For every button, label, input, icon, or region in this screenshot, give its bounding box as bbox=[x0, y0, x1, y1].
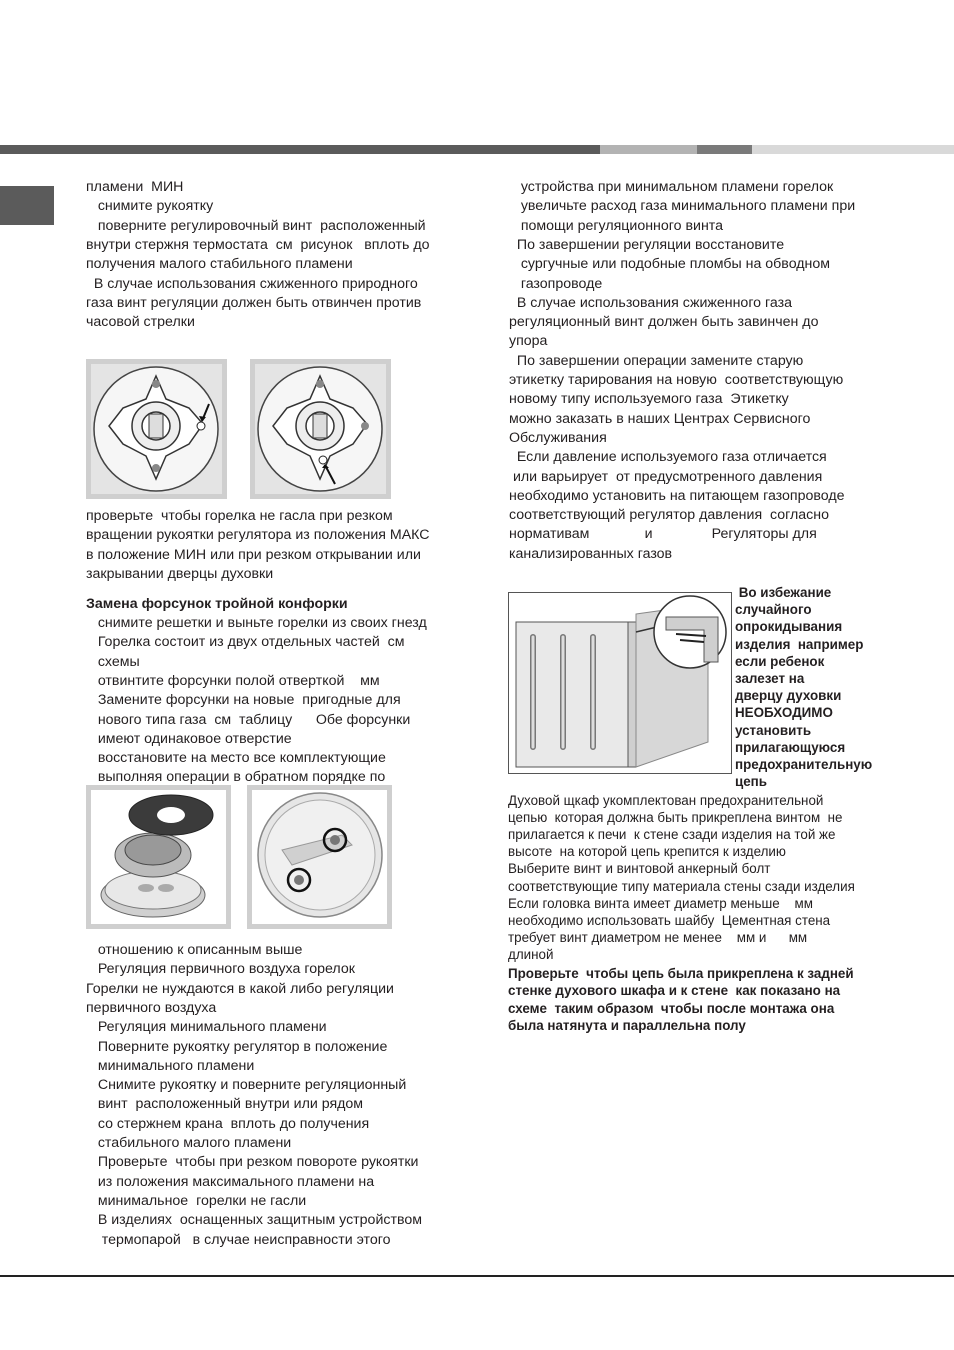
col1-bottom-line: стабильного малого пламени bbox=[86, 1135, 292, 1151]
col2-top-line: Если давление используемого газа отличается bbox=[509, 449, 827, 466]
header-bar-dark bbox=[0, 145, 600, 154]
col1-bottom-line: со стержнем крана вплоть до получения bbox=[86, 1115, 370, 1132]
warning-line: залезет на bbox=[735, 671, 805, 686]
col2-top-line: В случае использования сжиженного газа bbox=[509, 294, 793, 311]
col2-top-line: новому типу используемого газа Этикетку bbox=[509, 391, 789, 408]
col2-small-line: Если головка винта имеет диаметр меньше мм bbox=[508, 895, 813, 911]
col1-top-line: пламени МИН bbox=[86, 179, 184, 195]
col1-list-line: имеют одинаковое отверстие bbox=[86, 730, 292, 747]
header-bar-grey bbox=[697, 145, 752, 154]
col2-bold-line: схеме таким образом чтобы после монтажа она bbox=[508, 1000, 835, 1016]
col1-bottom-line: минимального пламени bbox=[86, 1057, 255, 1074]
col1-list-line: отвинтите форсунки полой отверткой мм bbox=[86, 672, 380, 689]
col1-list-line: Замените форсунки на новые пригодные для bbox=[86, 692, 401, 709]
col1-list-line: Горелка состоит из двух отдельных частей см bbox=[86, 634, 405, 651]
warning-line: дверцу духовки bbox=[735, 688, 842, 704]
col1-bottom-line: В изделиях оснащенных защитным устройством bbox=[86, 1212, 422, 1229]
thermostat-figure-1 bbox=[86, 359, 227, 499]
col1-bottom-line: первичного воздуха bbox=[86, 999, 217, 1016]
col2-bold-line: Проверьте чтобы цепь была прикреплена к задней bbox=[508, 966, 854, 981]
footer-rule bbox=[0, 1275, 954, 1277]
col1-list-line: схемы bbox=[86, 653, 140, 670]
col2-top-line: помощи регуляционного винта bbox=[509, 217, 724, 234]
col1-list-line: нового типа газа см таблицу Обе форсунки bbox=[86, 711, 411, 728]
warning-line: опрокидывания bbox=[735, 619, 843, 635]
col2-top-line: По завершении операции замените старую bbox=[509, 352, 804, 369]
col2-bold-line: была натянута и параллельна полу bbox=[508, 1017, 746, 1033]
col1-mid-line: в положение МИН или при резком открывании или bbox=[86, 546, 421, 563]
col2-small-line: требует винт диаметром не менее мм и мм bbox=[508, 929, 808, 945]
col2-top-line: Обслуживания bbox=[509, 429, 607, 446]
warning-line: Во избежание bbox=[735, 585, 832, 600]
col1-top-line: поверните регулировочный винт расположенный bbox=[86, 217, 426, 234]
col2-top-line: устройства при минимальном пламени горелок bbox=[509, 179, 834, 195]
col2-small-line: соответствующие типу материала стены сзади изделия bbox=[508, 878, 855, 894]
warning-line: если ребенок bbox=[735, 653, 825, 669]
warning-line: установить bbox=[735, 722, 812, 738]
warning-line: изделия например bbox=[735, 636, 864, 652]
warning-line: случайного bbox=[735, 602, 812, 618]
oven-chain-figure bbox=[508, 592, 732, 774]
col1-bottom-line: Регуляция минимального пламени bbox=[86, 1019, 327, 1036]
col1-top-line: получения малого стабильного пламени bbox=[86, 256, 353, 273]
col1-top-line: газа винт регуляции должен быть отвинчен против bbox=[86, 294, 422, 311]
col2-small-line: необходимо использовать шайбу Цементная стена bbox=[508, 912, 831, 928]
warning-line: прилагающуюся bbox=[735, 739, 846, 755]
col2-small-line: длиной bbox=[508, 946, 554, 962]
col1-bottom-line: из положения максимального пламени на bbox=[86, 1173, 375, 1190]
col2-bold-line: стенке духового шкафа и к стене как показано на bbox=[508, 983, 841, 999]
burner-parts-figure bbox=[86, 785, 231, 929]
col1-bottom-line: отношению к описанным выше bbox=[86, 942, 303, 958]
col1-mid-line: закрывании дверцы духовки bbox=[86, 565, 274, 582]
section-heading: Замена форсунок тройной конфорки bbox=[86, 596, 348, 612]
col1-bottom-line: термопарой в случае неисправности этого bbox=[86, 1231, 391, 1248]
col1-top-line: В случае использования сжиженного природного bbox=[86, 275, 418, 292]
col2-top-line: нормативам и Регуляторы для bbox=[509, 526, 817, 543]
warning-line: цепь bbox=[735, 774, 767, 790]
header-bar-light bbox=[752, 145, 954, 154]
header-bar-mid bbox=[600, 145, 697, 154]
col1-bottom-line: Горелки не нуждаются в какой либо регуляции bbox=[86, 980, 394, 997]
language-tab bbox=[0, 186, 54, 225]
col1-list-line: выполняя операции в обратном порядке по bbox=[86, 769, 386, 786]
col1-bottom-line: Проверьте чтобы при резком повороте рукоятки bbox=[86, 1154, 419, 1171]
warning-line: предохранительную bbox=[735, 757, 873, 772]
col2-top-line: этикетку тарирования на новую соответствующую bbox=[509, 372, 844, 388]
col1-bottom-line: Регуляция первичного воздуха горелок bbox=[86, 961, 355, 978]
col1-bottom-line: Поверните рукоятку регулятор в положение bbox=[86, 1038, 388, 1055]
col1-bottom-line: минимальное горелки не гасли bbox=[86, 1192, 307, 1209]
col1-bottom-line: винт расположенный внутри или рядом bbox=[86, 1096, 364, 1113]
col1-top-line: внутри стержня термостата см рисунок вплоть до bbox=[86, 236, 430, 253]
col1-top-line: часовой стрелки bbox=[86, 314, 195, 331]
col2-top-line: упора bbox=[509, 333, 548, 350]
col1-list-line: снимите решетки и выньте горелки из своих гнезд bbox=[86, 615, 427, 631]
col2-top-line: увеличьте расход газа минимального пламени при bbox=[509, 198, 856, 215]
col1-top-line: снимите рукоятку bbox=[86, 198, 214, 215]
col2-top-line: По завершении регуляции восстановите bbox=[509, 236, 785, 253]
col2-small-line: Духовой щкаф укомплектован предохранительной bbox=[508, 793, 824, 808]
col2-small-line: высоте на которой цепь крепится к изделию bbox=[508, 844, 786, 860]
col2-small-line: цепью которая должна быть прикреплена винтом не bbox=[508, 810, 843, 826]
warning-line: НЕОБХОДИМО bbox=[735, 705, 833, 721]
thermostat-figure-2 bbox=[250, 359, 391, 499]
col2-top-line: или варьирует от предусмотренного давления bbox=[509, 468, 823, 485]
col2-top-line: можно заказать в наших Центрах Сервисного bbox=[509, 410, 811, 427]
burner-base-figure bbox=[247, 785, 392, 929]
col2-top-line: регуляционный винт должен быть завинчен до bbox=[509, 314, 819, 331]
col1-mid-line: проверьте чтобы горелка не гасла при резком bbox=[86, 508, 393, 524]
col1-bottom-line: Снимите рукоятку и поверните регуляционный bbox=[86, 1077, 407, 1094]
col2-top-line: сургучные или подобные пломбы на обводном bbox=[509, 256, 831, 273]
col2-top-line: газопроводе bbox=[509, 275, 603, 292]
col2-top-line: соответствующий регулятор давления согласно bbox=[509, 507, 829, 524]
col1-mid-line: вращении рукоятки регулятора из положения МАКС bbox=[86, 527, 430, 544]
col2-small-line: Выберите винт и винтовой анкерный болт bbox=[508, 861, 771, 877]
col1-list-line: восстановите на место все комплектующие bbox=[86, 750, 386, 767]
col2-top-line: канализированных газов bbox=[509, 545, 673, 562]
col2-small-line: прилагается к печи к стене сзади изделия на той же bbox=[508, 827, 836, 843]
col2-top-line: необходимо установить на питающем газопроводе bbox=[509, 487, 845, 504]
